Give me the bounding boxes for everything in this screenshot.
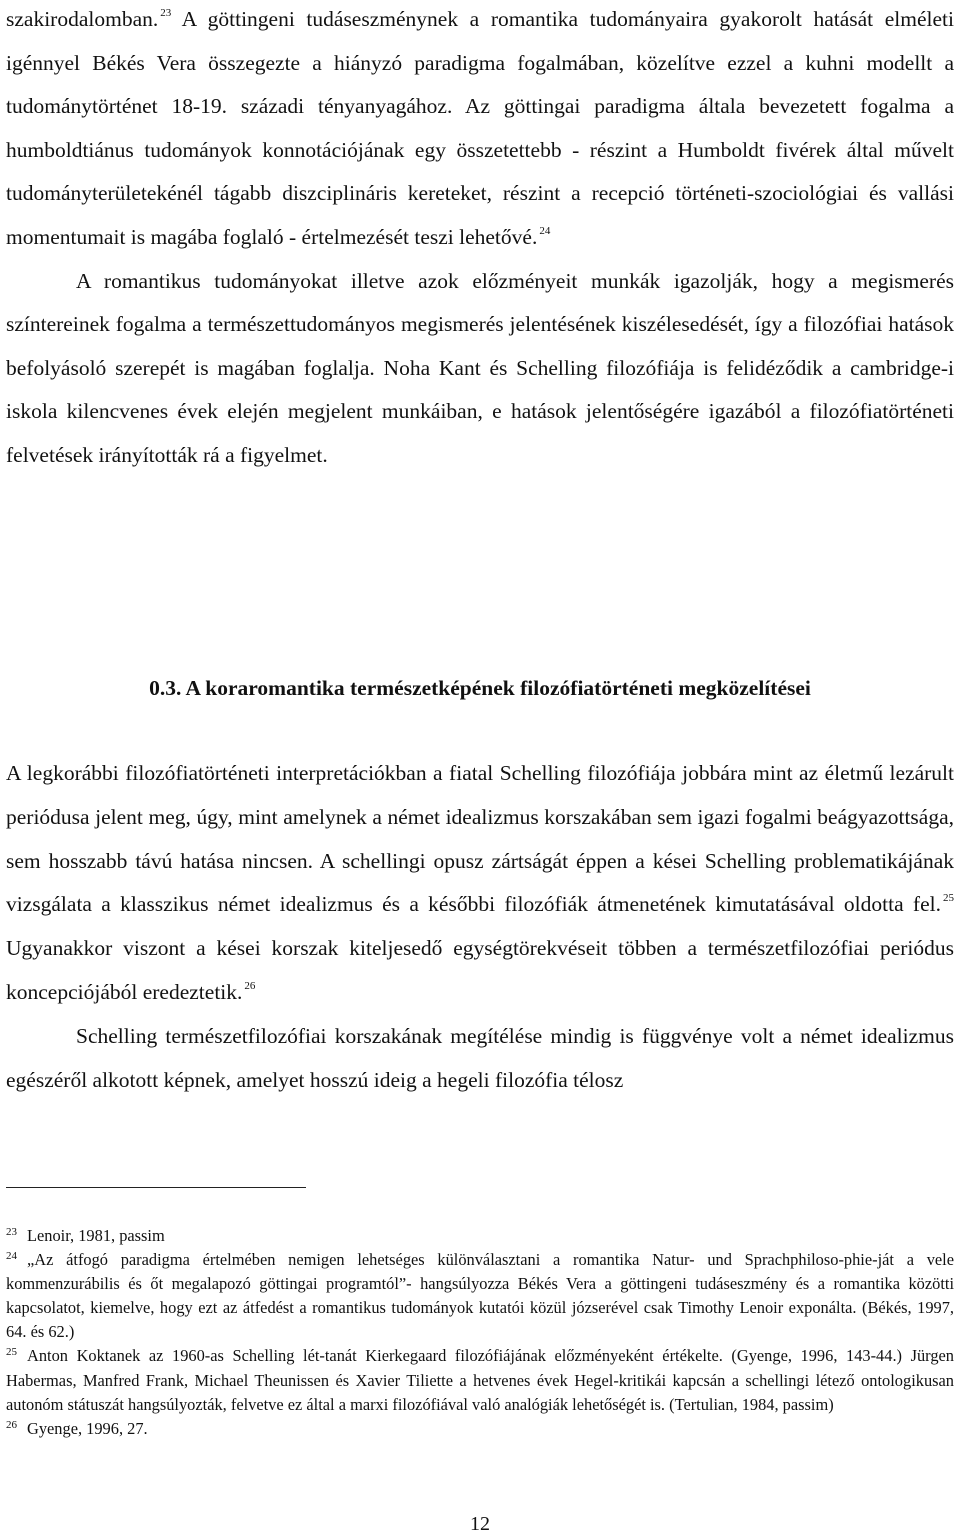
- section-heading: 0.3. A koraromantika természetképének filozófiatörténeti megközelítései: [149, 676, 811, 700]
- footnote-separator: [6, 1187, 306, 1188]
- paragraph-4: Schelling természetfilozófiai korszakának megítélése mindig is függvénye volt a német idealizmus egészéről alkotott képnek, amelyet hosszú ideig a hegeli filozófia télosz: [6, 1023, 954, 1092]
- document-page: [6, 0, 954, 1537]
- paragraph-2: A romantikus tudományokat illetve azok előzményeit munkák igazolják, hogy a megismerés színtereinek fogalma a természettudományos megismerés jelentésének kiszélesedését, így a filozófiai hatások befolyásoló szerepét is magában foglalja. Noha Kant és Schelling filozófiája is felidéződik a cambridge-i iskola kilencvenes évek elején megjelent munkáiban, e hatások jelentőségére igazából a filozófiatörténeti felvetések irányították rá a figyelmet.: [6, 268, 954, 467]
- footnote-ref-25[interactable]: 25: [943, 892, 954, 905]
- footnote-ref-23[interactable]: 23: [160, 7, 172, 19]
- body-text-top: [6, 0, 954, 478]
- page-number: 12: [470, 1513, 490, 1535]
- body-text-section: [6, 752, 954, 1102]
- footnote-25: $^{25}$ Anton Koktanek az 1960-as Schelling lét-tanát Kierkegaard filozófiájának előzményeként értékelte. (Gyenge, 1996, 143-44.) Jürgen Habermas, Manfred Frank, Michael Theunissen és Xavier Tiliette a hetvenes évek Hegel-kritikái kapcsán a schellingi létező ontologikusan autonóm státuszát hangsúlyozták, felvetve ez által a marxi filozófiával való analógiák lehetőségét is. (Tertulian, 1984, passim): [6, 1346, 954, 1414]
- paragraph-3: A legkorábbi filozófiatörténeti interpretációkban a fiatal Schelling filozófiája jobbára mint az életmű lezárult periódusa jelent meg, úgy, mint amelynek a német idealizmus korszakában sem igazi fogalmi beágyazottsága, sem hosszabb távú hatása nincsen. A schellingi opusz zártságát éppen a kései Schelling problematikájának vizsgálata a klasszikus német idealizmus és a későbbi filozófiák átmenetének kimutatásával oldotta fel. $^{25}$ Ugyanakkor viszont a kései korszak kiteljesedő egységtörekvéseit többen a természetfilozófiai periódus koncepciójából eredeztetik. $^{26}$: [6, 761, 954, 1004]
- footnote-23: $^{23}$ Lenoir, 1981, passim: [6, 1226, 165, 1245]
- paragraph-1: szakirodalomban. $^{23}$ A göttingeni tudáseszménynek a romantika tudományaira gyakorolt hatását elméleti igénnyel Békés Vera összegezte a hiányzó paradigma fogalmában, közelítve ezzel a kuhni modellt a tudománytörténet 18-19. századi tényanyagához. Az göttingai paradigma általa bevezetett fogalma a humboldtiánus tudományok konnotációjának egy összetettebb - részint a Humboldt fivérek által művelt tudományterületekénél tágabb diszciplináris kereteket, részint a recepció történeti-szociológiai és vallási momentumait is magába foglaló - értelmezését teszi lehetővé. $^{24}$: [6, 7, 954, 249]
- footnote-ref-26[interactable]: 26: [244, 979, 256, 992]
- footnote-24: $^{24}$ „Az átfogó paradigma értelmében nemigen lehetséges különválasztani a romantika Natur- und Sprachphiloso-phie-ját a vele kommenzurábilis és őt megalapozó göttingai programtól”- hangsúlyozza Békés Vera a göttingeni tudáseszmény és a romantika közötti kapcsolatot, kiemelve, hogy ezt az átfedést a romantikus tudományok kutatói közül józserével csak Timothy Lenoir exponálta. (Békés, 1997, 64. és 62.): [6, 1250, 954, 1342]
- footnote-ref-24[interactable]: 24: [539, 224, 551, 237]
- footnotes: [6, 1224, 954, 1441]
- footnote-26: $^{26}$ Gyenge, 1996, 27.: [6, 1418, 148, 1438]
